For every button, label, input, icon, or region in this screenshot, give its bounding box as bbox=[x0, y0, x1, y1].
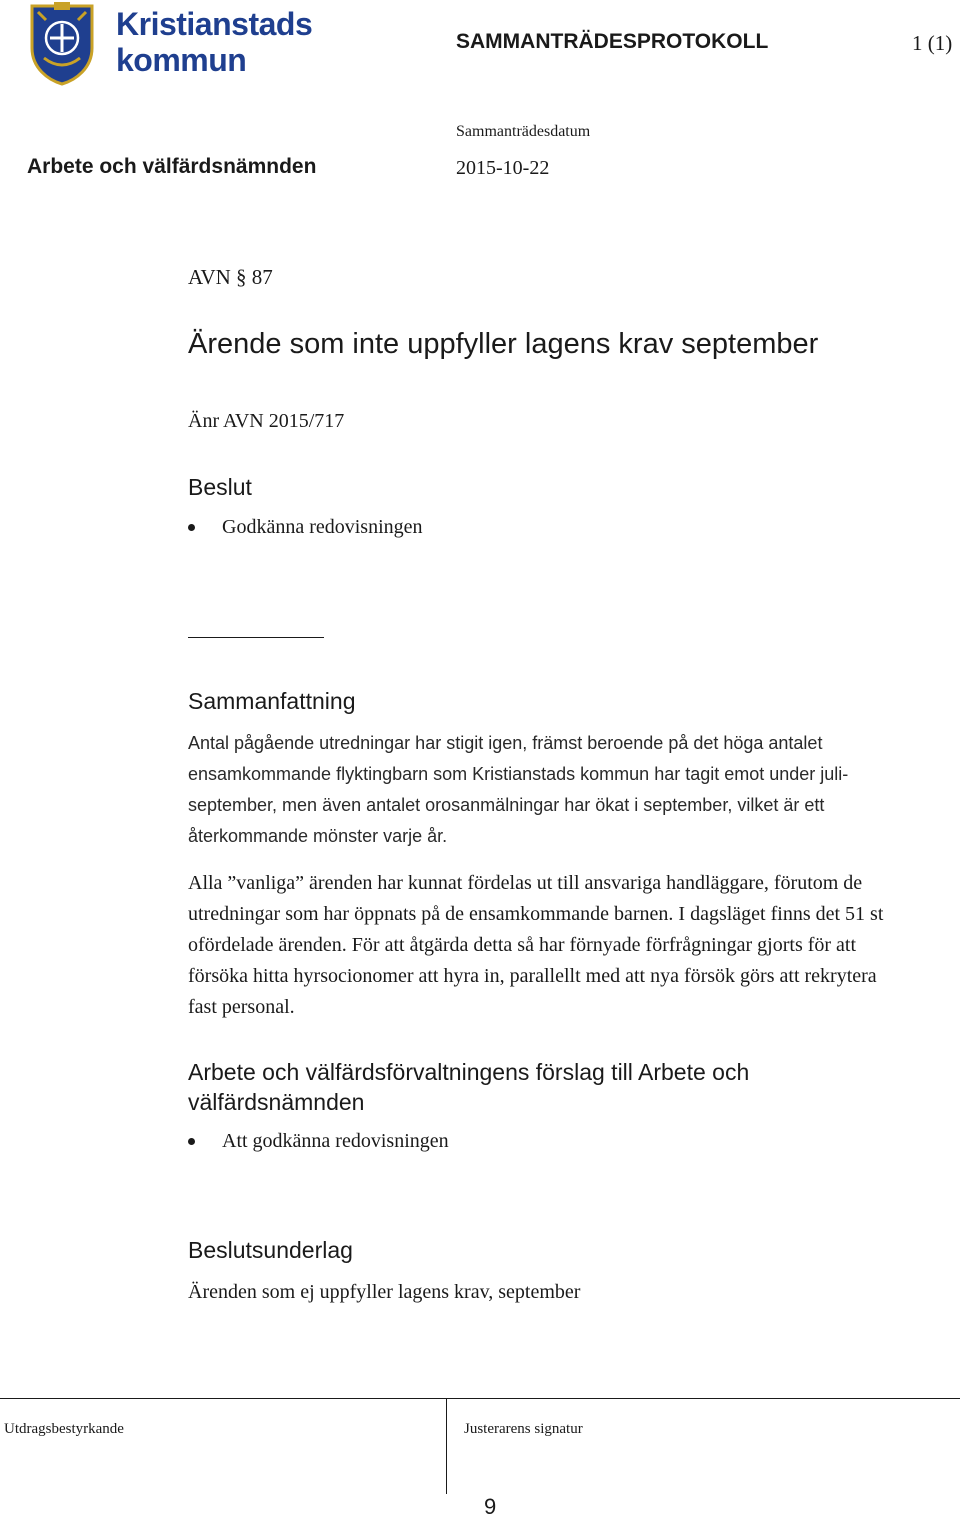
list-item-text: Att godkänna redovisningen bbox=[222, 1130, 449, 1152]
certification-label: Utdragsbestyrkande bbox=[4, 1421, 124, 1437]
page-count: 1 (1) bbox=[912, 31, 953, 55]
adjuster-signature-label: Justerarens signatur bbox=[464, 1421, 583, 1437]
footer-column-divider bbox=[446, 1398, 447, 1494]
proposal-list bbox=[188, 1126, 449, 1157]
decision-heading: Beslut bbox=[188, 474, 252, 500]
decision-basis-heading: Beslutsunderlag bbox=[188, 1237, 353, 1263]
page-number: 9 bbox=[484, 1494, 497, 1519]
bullet-icon bbox=[188, 1138, 195, 1145]
paragraph-number: AVN § 87 bbox=[188, 265, 273, 289]
list-item bbox=[188, 512, 423, 543]
meeting-date-label: Sammanträdesdatum bbox=[456, 123, 591, 140]
divider bbox=[188, 637, 324, 638]
summary-heading: Sammanfattning bbox=[188, 688, 356, 714]
document-type-title: SAMMANTRÄDESPROTOKOLL bbox=[456, 30, 769, 53]
committee-name: Arbete och välfärdsnämnden bbox=[27, 155, 317, 178]
case-number: Änr AVN 2015/717 bbox=[188, 410, 345, 432]
meeting-date-value: 2015-10-22 bbox=[456, 157, 550, 179]
list-item bbox=[188, 1126, 449, 1157]
bullet-icon bbox=[188, 524, 195, 531]
case-title: Ärende som inte uppfyller lagens krav september bbox=[188, 328, 819, 360]
logo-wordmark-line2: kommun bbox=[116, 42, 247, 78]
decision-basis-text: Ärenden som ej uppfyller lagens krav, september bbox=[188, 1281, 581, 1303]
proposal-heading: Arbete och välfärdsförvaltningens förslag till Arbete och välfärdsnämnden bbox=[188, 1059, 750, 1115]
footer-divider bbox=[0, 1398, 960, 1399]
summary-paragraph-2: Alla ”vanliga” ärenden har kunnat fördelas ut till ansvariga handläggare, förutom de utredningar som har öppnats på de ensamkommande barnen. I dagsläget finns det 51 st ofördelade ärenden. För att åtgärda detta så har förnyade förfrågningar gjorts för att försöka hitta hyrsocionomer att hyra in, parallellt med att nya försök görs att rekrytera fast personal. bbox=[188, 872, 884, 1018]
coat-of-arms-icon bbox=[24, 2, 100, 86]
summary-paragraph-1: Antal pågående utredningar har stigit igen, främst beroende på det höga antalet ensamkommande flyktingbarn som Kristianstads kommun har tagit emot under juli-september, men även antalet orosanmälningar har ökat i september, vilket är ett återkommande mönster varje år. bbox=[188, 733, 849, 846]
logo-wordmark-line1: Kristianstads bbox=[116, 6, 313, 42]
list-item-text: Godkänna redovisningen bbox=[222, 516, 423, 538]
kommun-logo bbox=[20, 2, 313, 90]
decision-list bbox=[188, 512, 423, 543]
